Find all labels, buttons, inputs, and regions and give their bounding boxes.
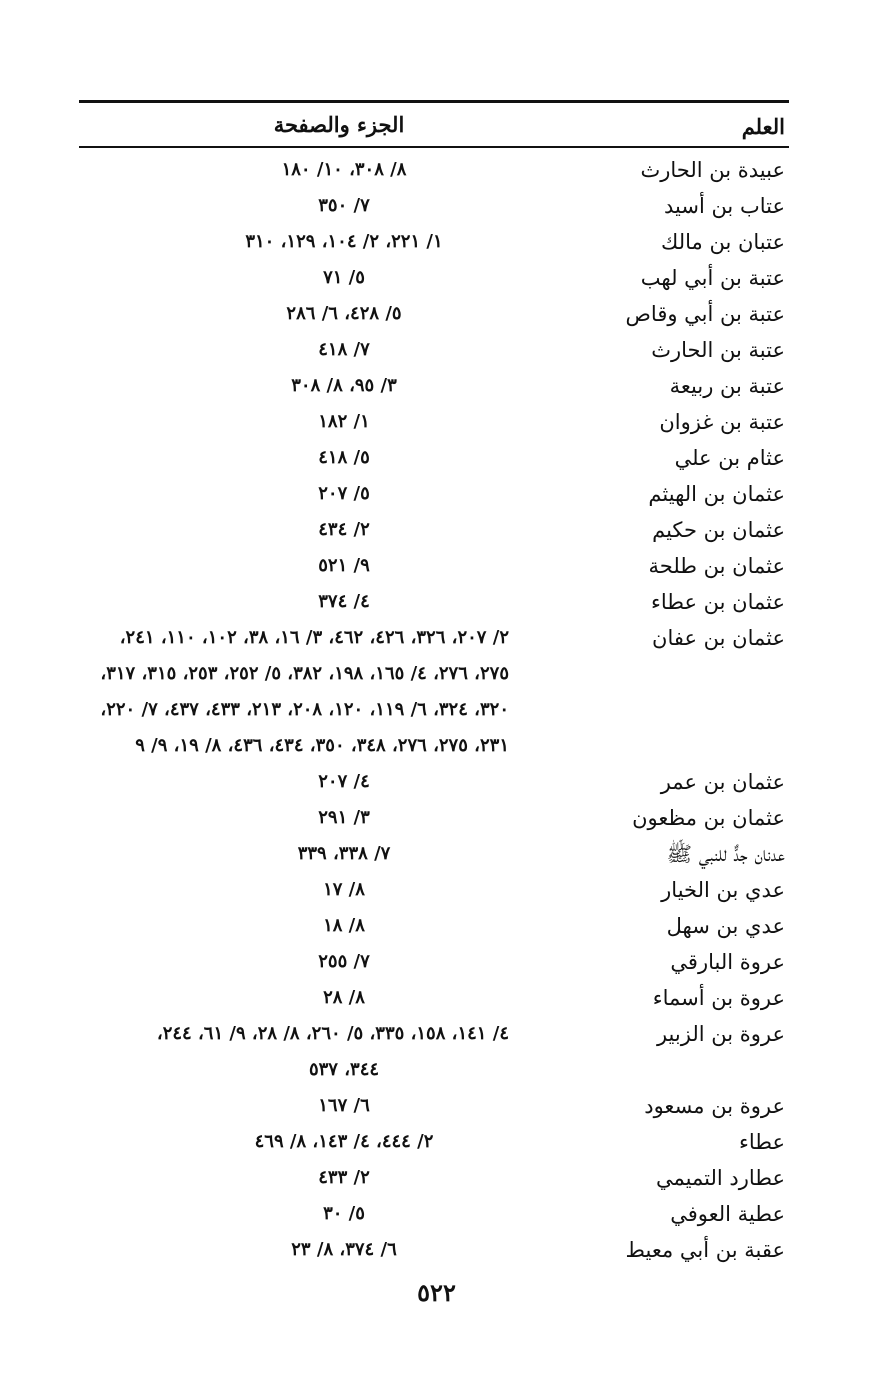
entry-name: عثمان بن عطاء xyxy=(650,590,785,614)
entry-ref: ٣/ ٢٩١ xyxy=(318,807,370,828)
header-rule xyxy=(79,146,789,148)
entry-name: عثمان بن طلحة xyxy=(648,554,785,578)
index-row xyxy=(79,872,789,908)
entry-ref: ٥/ ٤٢٨، ٦/ ٢٨٦ xyxy=(286,303,402,324)
entry-ref: ٤/ ١٤١، ١٥٨، ٣٣٥، ٥/ ٢٦٠، ٨/ ٢٨، ٩/ ٦١، ٢٤٤، xyxy=(156,1023,509,1044)
entry-name: عثمان بن حكيم xyxy=(652,518,785,542)
ref-column-header: الجزء والصفحة xyxy=(273,112,405,137)
entry-ref: ٩/ ٥٢١ xyxy=(318,555,370,576)
entry-ref: ٧/ ٤١٨ xyxy=(318,339,370,360)
index-row xyxy=(79,404,789,440)
entry-name: عطية العوفي xyxy=(670,1202,785,1226)
index-row xyxy=(79,440,789,476)
top-rule xyxy=(79,100,789,103)
index-row xyxy=(79,296,789,332)
entry-ref: ٧/ ٣٣٨، ٣٣٩ xyxy=(297,843,391,864)
index-row xyxy=(79,764,789,800)
entry-name: عطارد التميمي xyxy=(655,1166,785,1190)
entry-ref: ٢/ ٤٣٣ xyxy=(318,1167,370,1188)
entry-ref: ٨/ ٣٠٨، ١٠/ ١٨٠ xyxy=(281,159,407,180)
entry-ref: ١/ ٢٢١، ٢/ ١٠٤، ١٢٩، ٣١٠ xyxy=(245,231,443,252)
entry-name: عثام بن علي xyxy=(674,446,785,470)
entry-ref: ٤/ ٣٧٤ xyxy=(318,591,370,612)
name-column-header: العلم xyxy=(741,114,785,139)
entry-name: عدي بن الخيار xyxy=(661,878,785,902)
entry-ref: ٥/ ٢٠٧ xyxy=(318,483,370,504)
entry-name: عتبة بن ربيعة xyxy=(669,374,785,398)
entry-name: عروة بن أسماء xyxy=(652,986,785,1010)
index-row xyxy=(79,1232,789,1268)
index-row xyxy=(79,152,789,188)
entry-name: عتبان بن مالك xyxy=(661,230,785,254)
entry-name: عثمان بن الهيثم xyxy=(648,482,785,506)
page-number: ٥٢٢ xyxy=(417,1278,456,1307)
entry-ref: ٥/ ٧١ xyxy=(323,267,365,288)
index-row xyxy=(79,836,789,872)
entry-ref: ٣٤٤، ٥٣٧ xyxy=(308,1059,380,1080)
index-row xyxy=(79,1196,789,1232)
index-row xyxy=(79,512,789,548)
entry-ref: ٥/ ٣٠ xyxy=(323,1203,365,1224)
index-row-continuation xyxy=(79,728,789,764)
entry-name: عتبة بن أبي وقاص xyxy=(625,302,785,326)
index-row xyxy=(79,548,789,584)
entry-ref: ٧/ ٣٥٠ xyxy=(318,195,370,216)
index-row xyxy=(79,584,789,620)
index-row-continuation xyxy=(79,692,789,728)
entry-name: عتبة بن أبي لهب xyxy=(640,266,785,290)
index-row xyxy=(79,800,789,836)
index-row xyxy=(79,620,789,656)
entry-name: عقبة بن أبي معيط xyxy=(625,1238,785,1262)
entry-ref: ٢٣١، ٢٧٥، ٢٧٦، ٣٤٨، ٣٥٠، ٤٣٤، ٤٣٦، ٨/ ١٩، ٩/ ٩ xyxy=(135,735,509,756)
index-row xyxy=(79,260,789,296)
index-row xyxy=(79,1160,789,1196)
entry-ref: ٦/ ٣٧٤، ٨/ ٢٣ xyxy=(291,1239,397,1260)
entry-name: عتاب بن أسيد xyxy=(663,194,785,218)
entry-ref: ٣٢٠، ٣٢٤، ٦/ ١١٩، ١٢٠، ٢٠٨، ٢١٣، ٤٣٣، ٤٣٧، ٧/ ٢٢٠، xyxy=(100,699,509,720)
entry-name: عثمان بن عفان xyxy=(652,626,785,650)
index-row xyxy=(79,908,789,944)
entry-ref: ٨/ ٢٨ xyxy=(323,987,365,1008)
index-row xyxy=(79,1016,789,1052)
index-row xyxy=(79,188,789,224)
entry-ref: ٣/ ٩٥، ٨/ ٣٠٨ xyxy=(291,375,397,396)
entry-ref: ٧/ ٢٥٥ xyxy=(318,951,370,972)
entry-name: عطاء xyxy=(738,1130,785,1154)
index-row xyxy=(79,368,789,404)
index-row xyxy=(79,1088,789,1124)
entry-ref: ٦/ ١٦٧ xyxy=(318,1095,370,1116)
entry-ref: ٢٧٥، ٢٧٦، ٤/ ١٦٥، ١٩٨، ٣٨٢، ٥/ ٢٥٢، ٢٥٣، ٣١٥، ٣١٧، xyxy=(100,663,509,684)
index-row xyxy=(79,980,789,1016)
entry-ref: ٢/ ٤٣٤ xyxy=(318,519,370,540)
index-row xyxy=(79,224,789,260)
entry-ref: ٢/ ٤٤٤، ٤/ ١٤٣، ٨/ ٤٦٩ xyxy=(254,1131,434,1152)
entry-name: عتبة بن غزوان xyxy=(659,410,785,434)
entry-name: عبيدة بن الحارث xyxy=(640,158,785,182)
index-row-continuation xyxy=(79,1052,789,1088)
index-row xyxy=(79,476,789,512)
entry-name: عروة البارقي xyxy=(670,950,785,974)
entry-ref: ٨/ ١٨ xyxy=(323,915,365,936)
index-row xyxy=(79,332,789,368)
table-header xyxy=(79,104,789,144)
entry-ref: ٨/ ١٧ xyxy=(323,879,365,900)
index-row xyxy=(79,1124,789,1160)
entry-ref: ١/ ١٨٢ xyxy=(318,411,370,432)
entry-ref: ٥/ ٤١٨ xyxy=(318,447,370,468)
entry-name: عروة بن مسعود xyxy=(644,1094,785,1118)
entry-name: عتبة بن الحارث xyxy=(651,338,785,362)
entry-name: عثمان بن مظعون xyxy=(632,806,785,830)
index-row-continuation xyxy=(79,656,789,692)
entry-ref: ٢/ ٢٠٧، ٣٢٦، ٤٢٦، ٤٦٢، ٣/ ١٦، ٣٨، ١٠٢، ١١٠، ٢٤١، xyxy=(119,627,509,648)
entry-name: عدي بن سهل xyxy=(666,914,785,938)
entry-name: عثمان بن عمر xyxy=(660,770,785,794)
index-row xyxy=(79,944,789,980)
entry-name: عدنان جدٌّ للنبي ﷺ xyxy=(666,842,785,866)
entry-name: عروة بن الزبير xyxy=(656,1022,785,1046)
index-table xyxy=(79,152,789,1268)
entry-ref: ٤/ ٢٠٧ xyxy=(318,771,370,792)
